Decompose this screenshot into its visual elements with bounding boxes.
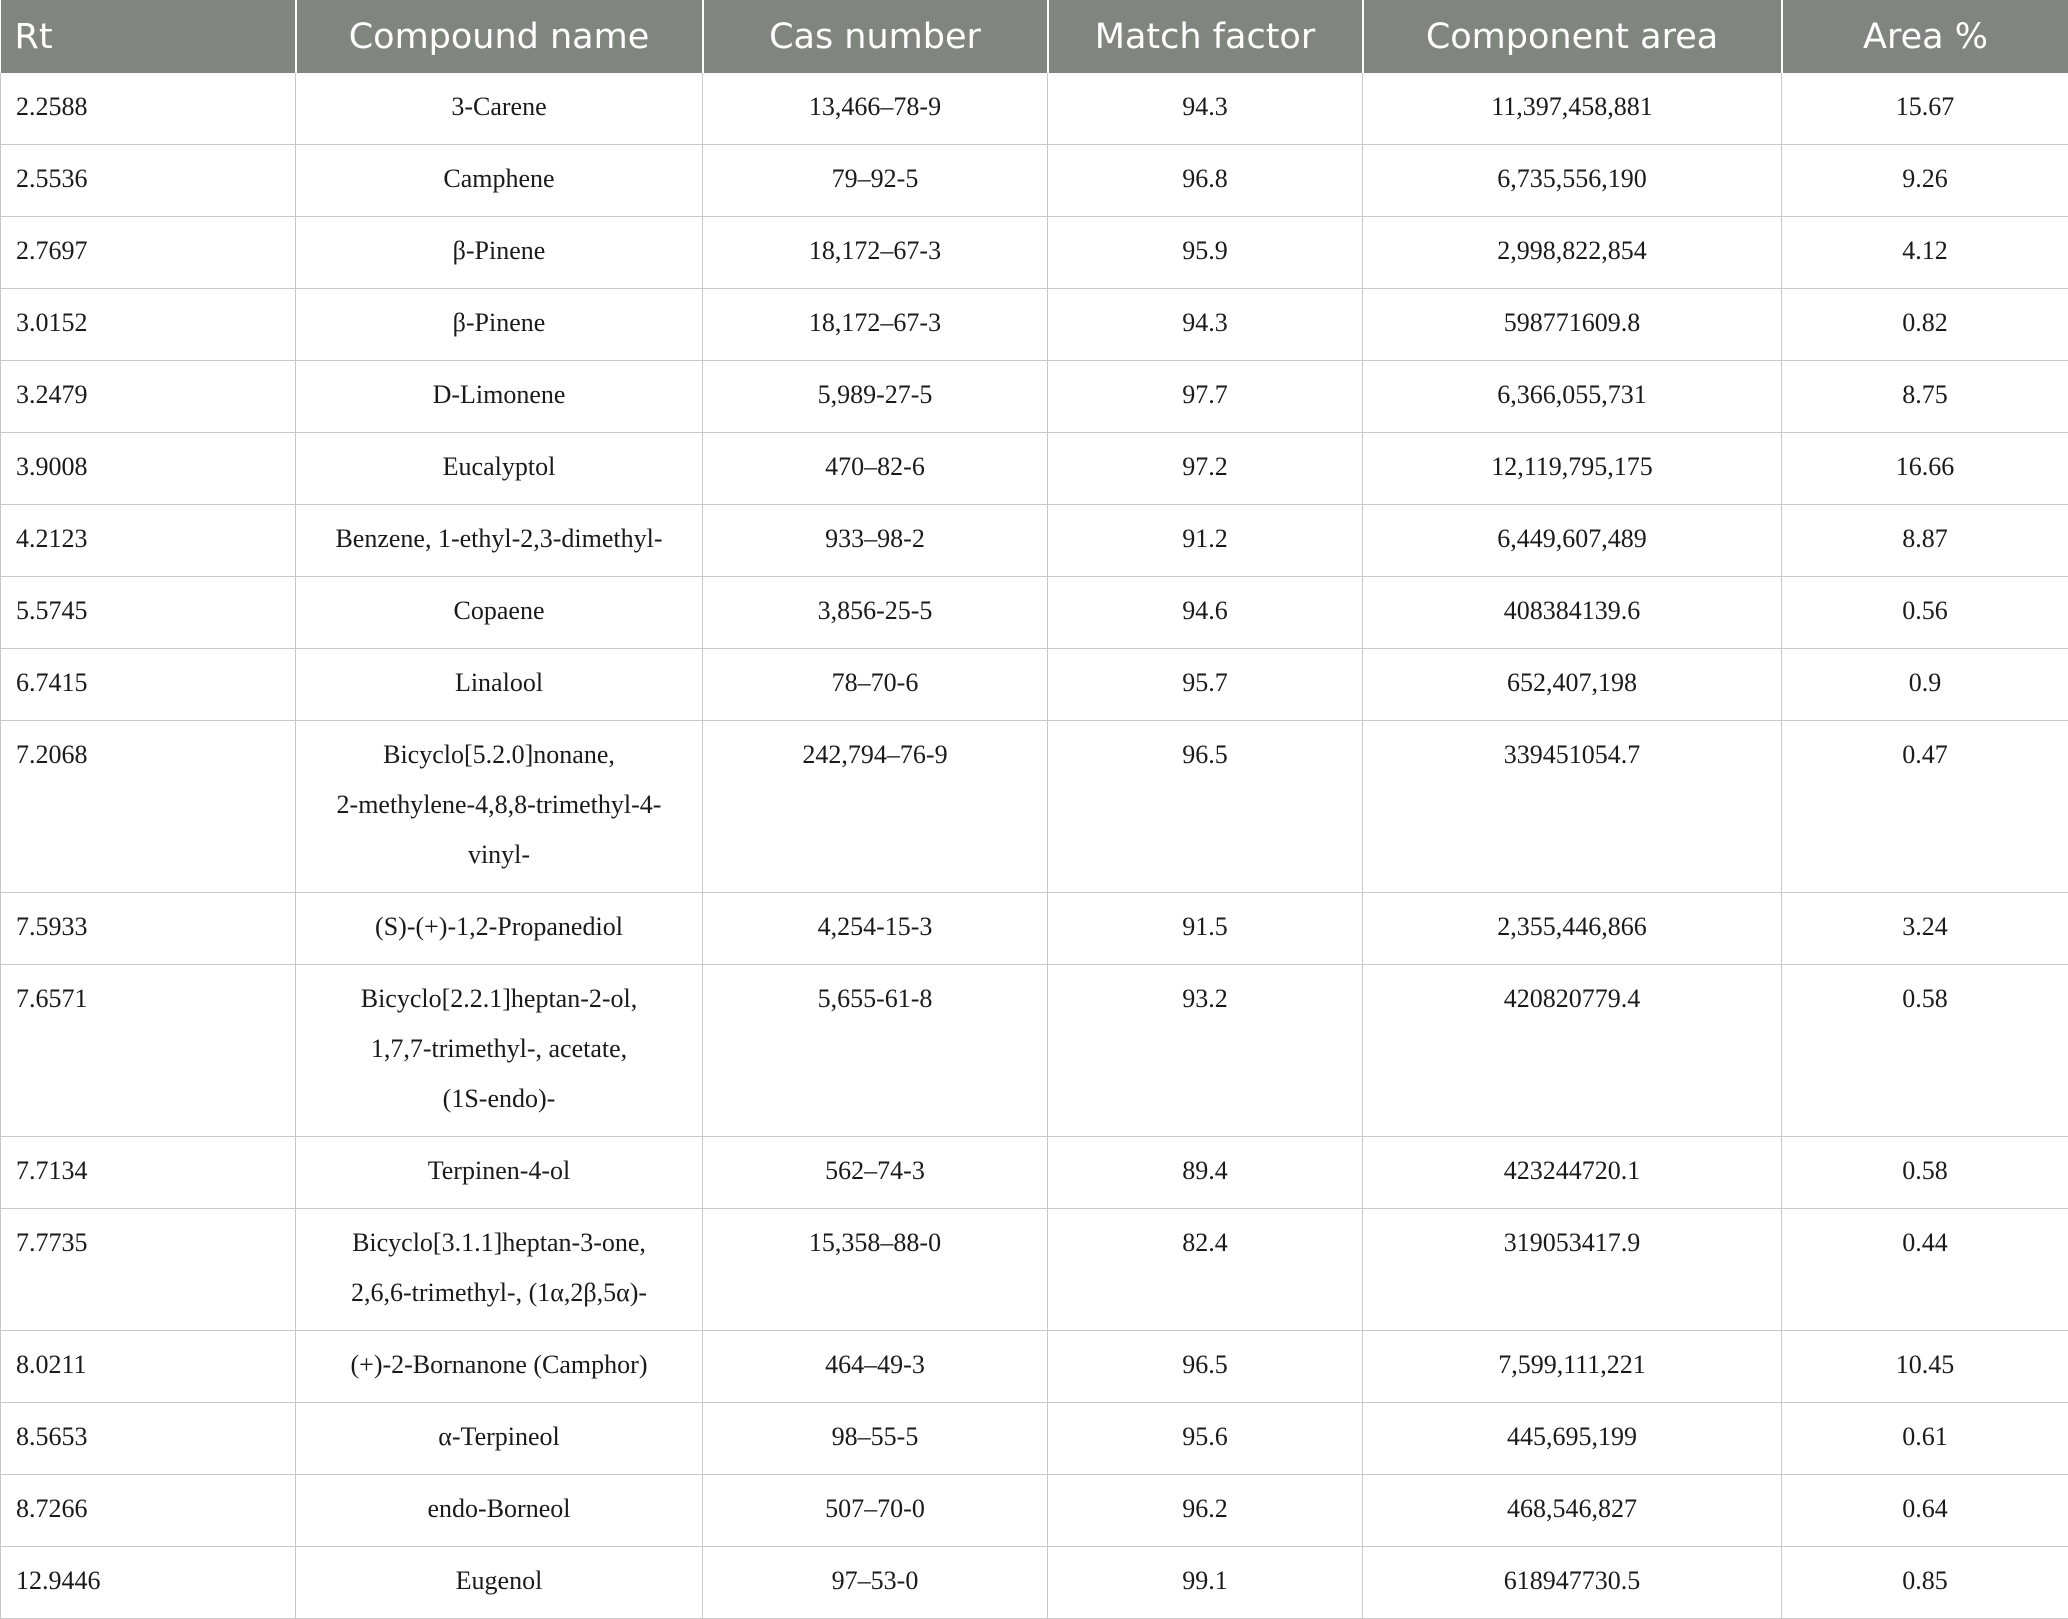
cell-match-factor: 94.3 (1048, 73, 1363, 145)
cell-component-area: 6,735,556,190 (1363, 145, 1782, 217)
cell-rt: 7.5933 (1, 893, 296, 965)
cell-cas-number: 18,172–67-3 (703, 217, 1048, 289)
cell-match-factor: 99.1 (1048, 1547, 1363, 1619)
cell-rt: 8.0211 (1, 1331, 296, 1403)
cell-cas-number: 78–70-6 (703, 649, 1048, 721)
header-component-area: Component area (1363, 0, 1782, 73)
table-body (1, 73, 2068, 1619)
cell-component-area: 423244720.1 (1363, 1137, 1782, 1209)
cell-component-area: 319053417.9 (1363, 1209, 1782, 1331)
cell-area-percent: 0.44 (1782, 1209, 2068, 1331)
cell-match-factor: 95.9 (1048, 217, 1363, 289)
cell-area-percent: 9.26 (1782, 145, 2068, 217)
cell-compound-name: Linalool (296, 649, 703, 721)
table-row (1, 721, 2068, 893)
cell-rt: 3.2479 (1, 361, 296, 433)
cell-rt: 7.7735 (1, 1209, 296, 1331)
cell-cas-number: 242,794–76-9 (703, 721, 1048, 893)
table-row (1, 217, 2068, 289)
cell-cas-number: 507–70-0 (703, 1475, 1048, 1547)
cell-cas-number: 4,254-15-3 (703, 893, 1048, 965)
table-row (1, 505, 2068, 577)
cell-rt: 3.9008 (1, 433, 296, 505)
cell-match-factor: 96.5 (1048, 721, 1363, 893)
cell-area-percent: 15.67 (1782, 73, 2068, 145)
table-row (1, 145, 2068, 217)
cell-area-percent: 0.58 (1782, 965, 2068, 1137)
table-row (1, 1403, 2068, 1475)
cell-match-factor: 95.7 (1048, 649, 1363, 721)
cell-rt: 2.2588 (1, 73, 296, 145)
cell-cas-number: 3,856-25-5 (703, 577, 1048, 649)
cell-compound-name: Terpinen-4-ol (296, 1137, 703, 1209)
cell-match-factor: 95.6 (1048, 1403, 1363, 1475)
cell-match-factor: 96.5 (1048, 1331, 1363, 1403)
cell-compound-name: 3-Carene (296, 73, 703, 145)
table-row (1, 361, 2068, 433)
cell-compound-name: (S)-(+)-1,2-Propanediol (296, 893, 703, 965)
cell-match-factor: 91.2 (1048, 505, 1363, 577)
header-compound-name: Compound name (296, 0, 703, 73)
cell-compound-name: Bicyclo[2.2.1]heptan-2-ol, 1,7,7-trimethyl-, acetate, (1S-endo)- (296, 965, 703, 1137)
cell-cas-number: 13,466–78-9 (703, 73, 1048, 145)
cell-component-area: 445,695,199 (1363, 1403, 1782, 1475)
table-row (1, 965, 2068, 1137)
cell-compound-name: Bicyclo[3.1.1]heptan-3-one, 2,6,6-trimethyl-, (1α,2β,5α)- (296, 1209, 703, 1331)
cell-area-percent: 0.64 (1782, 1475, 2068, 1547)
cell-component-area: 468,546,827 (1363, 1475, 1782, 1547)
header-cas-number: Cas number (703, 0, 1048, 73)
cell-cas-number: 470–82-6 (703, 433, 1048, 505)
cell-match-factor: 82.4 (1048, 1209, 1363, 1331)
table-row (1, 1547, 2068, 1619)
cell-match-factor: 96.8 (1048, 145, 1363, 217)
cell-area-percent: 0.9 (1782, 649, 2068, 721)
cell-rt: 7.6571 (1, 965, 296, 1137)
table-row (1, 1209, 2068, 1331)
table-row (1, 289, 2068, 361)
cell-compound-name: (+)-2-Bornanone (Camphor) (296, 1331, 703, 1403)
cell-match-factor: 94.6 (1048, 577, 1363, 649)
cell-area-percent: 8.87 (1782, 505, 2068, 577)
cell-compound-name: β-Pinene (296, 289, 703, 361)
cell-rt: 8.5653 (1, 1403, 296, 1475)
cell-cas-number: 464–49-3 (703, 1331, 1048, 1403)
cell-compound-name: D-Limonene (296, 361, 703, 433)
cell-cas-number: 79–92-5 (703, 145, 1048, 217)
cell-component-area: 11,397,458,881 (1363, 73, 1782, 145)
cell-rt: 2.5536 (1, 145, 296, 217)
cell-cas-number: 15,358–88-0 (703, 1209, 1048, 1331)
cell-component-area: 7,599,111,221 (1363, 1331, 1782, 1403)
cell-area-percent: 0.82 (1782, 289, 2068, 361)
cell-area-percent: 16.66 (1782, 433, 2068, 505)
cell-compound-name: Eucalyptol (296, 433, 703, 505)
cell-rt: 7.7134 (1, 1137, 296, 1209)
cell-cas-number: 5,655-61-8 (703, 965, 1048, 1137)
cell-area-percent: 3.24 (1782, 893, 2068, 965)
cell-area-percent: 8.75 (1782, 361, 2068, 433)
cell-match-factor: 91.5 (1048, 893, 1363, 965)
cell-compound-name: α-Terpineol (296, 1403, 703, 1475)
cell-match-factor: 94.3 (1048, 289, 1363, 361)
table-row (1, 577, 2068, 649)
cell-area-percent: 0.85 (1782, 1547, 2068, 1619)
cell-rt: 8.7266 (1, 1475, 296, 1547)
cell-component-area: 6,449,607,489 (1363, 505, 1782, 577)
cell-rt: 4.2123 (1, 505, 296, 577)
cell-rt: 3.0152 (1, 289, 296, 361)
cell-match-factor: 96.2 (1048, 1475, 1363, 1547)
cell-cas-number: 18,172–67-3 (703, 289, 1048, 361)
table-header (1, 0, 2068, 73)
cell-component-area: 2,355,446,866 (1363, 893, 1782, 965)
cell-component-area: 6,366,055,731 (1363, 361, 1782, 433)
cell-area-percent: 0.58 (1782, 1137, 2068, 1209)
table-row (1, 1331, 2068, 1403)
cell-rt: 6.7415 (1, 649, 296, 721)
header-match-factor: Match factor (1048, 0, 1363, 73)
cell-component-area: 339451054.7 (1363, 721, 1782, 893)
cell-cas-number: 97–53-0 (703, 1547, 1048, 1619)
table-row (1, 893, 2068, 965)
cell-rt: 12.9446 (1, 1547, 296, 1619)
table-row (1, 1475, 2068, 1547)
cell-cas-number: 5,989-27-5 (703, 361, 1048, 433)
cell-component-area: 598771609.8 (1363, 289, 1782, 361)
cell-area-percent: 4.12 (1782, 217, 2068, 289)
table-row (1, 73, 2068, 145)
header-area-percent: Area % (1782, 0, 2068, 73)
cell-match-factor: 93.2 (1048, 965, 1363, 1137)
cell-area-percent: 0.56 (1782, 577, 2068, 649)
cell-cas-number: 562–74-3 (703, 1137, 1048, 1209)
cell-component-area: 408384139.6 (1363, 577, 1782, 649)
cell-rt: 5.5745 (1, 577, 296, 649)
cell-cas-number: 98–55-5 (703, 1403, 1048, 1475)
cell-area-percent: 0.61 (1782, 1403, 2068, 1475)
cell-compound-name: Camphene (296, 145, 703, 217)
cell-compound-name: Copaene (296, 577, 703, 649)
cell-compound-name: Bicyclo[5.2.0]nonane, 2-methylene-4,8,8-trimethyl-4- vinyl- (296, 721, 703, 893)
table-row (1, 649, 2068, 721)
header-rt: Rt (1, 0, 296, 73)
header-row (1, 0, 2068, 73)
cell-compound-name: Benzene, 1-ethyl-2,3-dimethyl- (296, 505, 703, 577)
table-row (1, 433, 2068, 505)
cell-match-factor: 97.7 (1048, 361, 1363, 433)
cell-component-area: 618947730.5 (1363, 1547, 1782, 1619)
cell-component-area: 652,407,198 (1363, 649, 1782, 721)
cell-rt: 2.7697 (1, 217, 296, 289)
cell-component-area: 420820779.4 (1363, 965, 1782, 1137)
cell-compound-name: Eugenol (296, 1547, 703, 1619)
cell-rt: 7.2068 (1, 721, 296, 893)
cell-area-percent: 10.45 (1782, 1331, 2068, 1403)
cell-component-area: 12,119,795,175 (1363, 433, 1782, 505)
cell-area-percent: 0.47 (1782, 721, 2068, 893)
cell-match-factor: 97.2 (1048, 433, 1363, 505)
cell-compound-name: β-Pinene (296, 217, 703, 289)
cell-cas-number: 933–98-2 (703, 505, 1048, 577)
cell-compound-name: endo-Borneol (296, 1475, 703, 1547)
cell-match-factor: 89.4 (1048, 1137, 1363, 1209)
table-row (1, 1137, 2068, 1209)
cell-component-area: 2,998,822,854 (1363, 217, 1782, 289)
